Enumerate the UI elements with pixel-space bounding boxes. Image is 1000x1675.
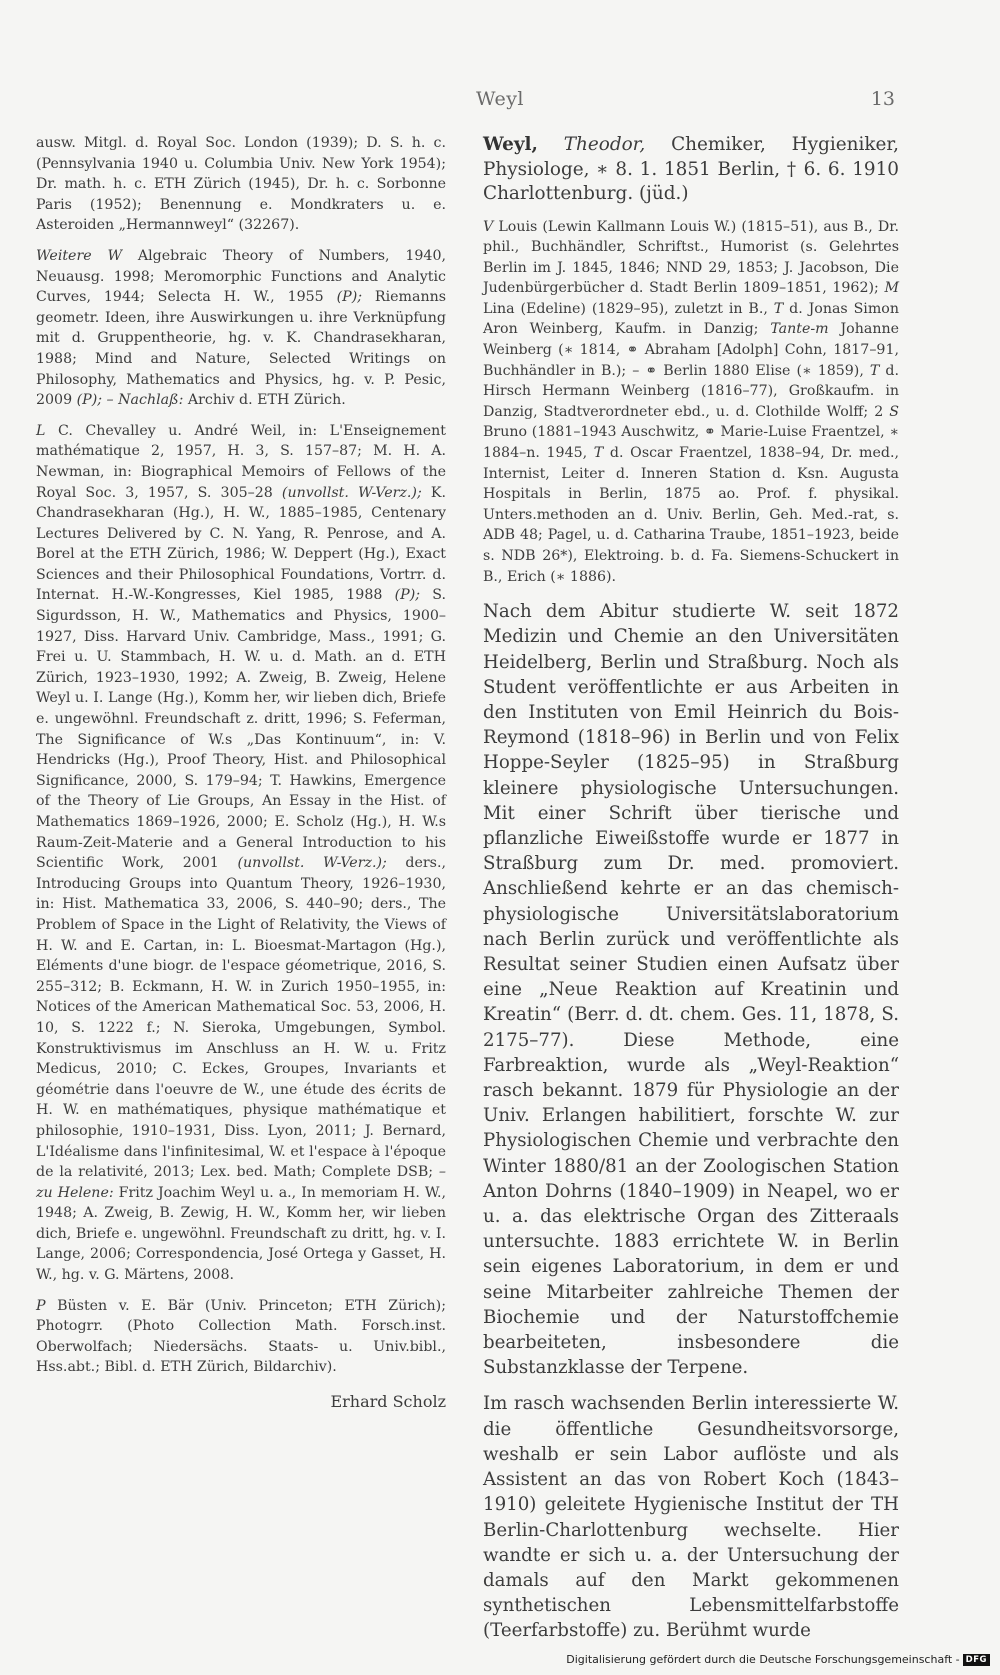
entry-heading [483,133,899,207]
works-text-1: Algebraic Theory of Numbers, 1940, Neuausg. 1998; Meromorphic Functions and Analytic Curves, 1944; Selecta H. W., 1955 [36,247,446,306]
entry-given-name: Theodor, [563,134,646,155]
genealogy-text-5: d. Hirsch Hermann Weinberg (1816–77), Großkaufm. in Danzig, Stadtverordneter ebd., u. d. Clothilde Wolff; 2 [483,362,899,420]
author-name: Erhard Scholz [330,1392,446,1412]
honors-text: ausw. Mitgl. d. Royal Soc. London (1939); D. S. h. c. (Pennsylvania 1940 u. Columbia Univ. New York 1954); Dr. math. h. c. ETH Zürich (1945), Dr. h. c. Sorbonne Paris (1952); Benennung e. Mondkraters u. e. Asteroiden „Hermannweyl“ (32267). [36,135,446,234]
works-text-3: Archiv d. ETH Zürich. [183,392,346,409]
right-column [483,133,899,1655]
works-italic-1: (P); [336,289,363,306]
genealogy-text-7: d. Oscar Fraentzel, 1838–94, Dr. med., Internist, Leiter d. Inneren Station d. Ksn. Augusta Hospitals in Berlin, 1875 ao. Prof. f. physikal. Unters.methoden an d. Univ. Berlin, Geh. Med.-rat, s. ADB 48; Pagel, u. d. Catharina Traube, 1851–1923, beide s. NDB 26*), Elektroing. b. d. Fa. Siemens-Schuckert in B., Erich (∗ 1886). [483,445,899,585]
genealogy-text-2: Lina (Edeline) (1829–95), zuletzt in B., [483,300,774,317]
literature-italic-3: (unvollst. W-Verz.); [237,855,387,872]
literature-text-4: ders., Introducing Groups into Quantum Theory, 1926–1930, in: Hist. Mathematica 33, 2006, S. 440–90; ders., The Problem of Space in the Light of Relativity, the Views of H. W. and E. Cartan, in: L. Bioesmat-Martagon (Hg.), Eléments d'une biogr. de l'espace géometrique, 2016, S. 255–312; B. Eckmann, H. W. in Zurich 1950–1955, in: Notices of the American Mathematical Soc. 53, 2006, H. 10, S. 1222 f.; N. Sieroka, Umgebungen, Symbol. Konstruktivismus im Anschluss an H. W. u. Fritz Medicus, 2010; C. Eckes, Groupes, Invariants et géométrie dans l'oeuvre de W., une étude des écrits de H. W. en mathématiques, physique mathématique et philosophie, 1910–1931, Diss. Lyon, 2011; J. Bernard, L'Idéalisme dans l'infinitesimal, W. et l'espace à l'époque de la relativité, 2013; Lex. bed. Math; Complete DSB; [36,855,446,1181]
literature-paragraph [36,421,446,1286]
genealogy-t-label-2: T [869,362,880,379]
entry-description: Chemiker, Hygieniker, Physiologe, ∗ 8. 1. 1851 Berlin, † 6. 6. 1910 Charlottenburg. (jüd.) [483,134,899,204]
literature-label: L [36,422,46,439]
genealogy-t-label-1: T [773,300,784,317]
portrait-paragraph [36,1296,446,1378]
literature-text-2: K. Chandrasekharan (Hg.), H. W., 1885–1985, Centenary Lectures Delivered by C. N. Yang, R. Penrose, and A. Borel at the ETH Zürich, 1986; W. Deppert (Hg.), Exact Sciences and their Philosophical Foundations, Vortrr. d. Internat. H.-W.-Kongresses, Kiel 1985, 1988 [36,484,446,604]
works-italic-2: (P); – Nachlaß: [76,392,184,409]
entry-surname: Weyl, [483,134,538,155]
literature-italic-1: (unvollst. W-Verz.); [281,484,422,501]
genealogy-tante-label: Tante-m [770,321,829,338]
genealogy-m-label: M [884,280,899,297]
literature-text-3: S. Sigurdsson, H. W., Mathematics and Physics, 1900–1927, Diss. Harvard Univ. Cambridge, Mass., 1991; G. Frei u. U. Stammbach, H. W. u. d. Math. an d. ETH Zürich, 1923–1930, 1992; A. Zweig, B. Zweig, Helene Weyl u. I. Lange (Hg.), Komm her, wir lieben dich, Briefe e. ungewöhnl. Freundschaft z. dritt, 1996; S. Feferman, The Significance of W.s „Das Kontinuum“, in: V. Hendricks (Hg.), Proof Theory, Hist. and Philosophical Significance, 2000, S. 179–94; T. Hawkins, Emergence of the Theory of Lie Groups, An Essay in the Hist. of Mathematics 1869–1926, 2000; E. Scholz (Hg.), H. W.s Raum-Zeit-Materie and a General Introduction to his Scientific Work, 2001 [36,587,446,872]
literature-text-1: C. Chevalley u. André Weil, in: L'Enseignement mathématique 2, 1957, H. 3, S. 157–87; M. H. A. Newman, in: Biographical Memoirs of Fellows of the Royal Soc. 3, 1957, S. 305–28 [36,422,446,501]
genealogy-v-label: V [483,218,494,235]
literature-italic-2: (P); [394,587,421,604]
honors-paragraph [36,133,446,236]
genealogy-text-4: Johanne Weinberg (∗ 1814, ⚭ Abraham [Adolph] Cohn, 1817–91, Buchhändler in B.); – ⚭ Berlin 1880 Elise (∗ 1859), [483,321,899,379]
works-paragraph [36,246,446,411]
left-column [36,133,446,1413]
running-head: Weyl [475,88,525,110]
dfg-logo: DFG [963,1654,990,1666]
works-text-2: Riemanns geometr. Ideen, ihre Auswirkungen u. ihre Verknüpfung mit d. Gruppentheorie, hg. v. K. Chandrasekharan, 1988; Mind and Nature, Selected Writings on Philosophy, Mathematics and Physics, hg. v. P. Pesic, 2009 [36,289,447,409]
footer [566,1653,990,1666]
genealogy-text-1: Louis (Lewin Kallmann Louis W.) (1815–51), aus B., Dr. phil., Buchhändler, Schriftst., Humorist (s. Gelehrtes Berlin im J. 1845, 1846; NND 29, 1853; J. Jacobson, Die Judenbürgerbücher d. Stadt Berlin 1809–1851, 1962); [483,218,899,297]
body-paragraph-2: Im rasch wachsenden Berlin interessierte W. die öffentliche Gesundheitsvorsorge, weshalb er sein Labor auflöste und als Assistent an das von Robert Koch (1843–1910) geleitete Hygienische Institut der TH Berlin-Charlottenburg wechselte. Hier wandte er sich u. a. der Untersuchung der damals auf den Markt gekommenen synthetischen Lebensmittelfarbstoffe (Teerfarbstoffe) zu. Berühmt wurde [483,1393,899,1642]
literature-text-5: Fritz Joachim Weyl u. a., In memoriam H. W., 1948; A. Zweig, B. Zewig, H. W., Komm her, wir lieben dich, Briefe e. ungewöhnl. Freundschaft zu dritt, hg. v. I. Lange, 2006; Correspondencia, José Ortega y Gasset, H. W., hg. v. G. Märtens, 2008. [36,1184,446,1284]
genealogy-text-6: Bruno (1881–1943 Auschwitz, ⚭ Marie-Luise Fraentzel, ∗ 1884–n. 1945, [483,424,899,462]
body-paragraph-1: Nach dem Abitur studierte W. seit 1872 Medizin und Chemie an den Universitäten Heidelberg, Berlin und Straßburg. Noch als Student veröffentlichte er aus Arbeiten in den Instituten von Emil Heinrich du Bois-Reymond (1818–96) in Berlin und von Felix Hoppe-Seyler (1825–95) in Straßburg kleinere physiologische Untersuchungen. Mit einer Schrift über tierische und pflanzliche Eiweißstoffe wurde er 1877 in Straßburg zum Dr. med. promoviert. Anschließend kehrte er an das chemisch-physiologische Universitätslaboratorium nach Berlin zurück und veröffentlichte als Resultat seiner Studien einen Aufsatz über eine „Neue Reaktion auf Kreatinin und Kreatin“ (Berr. d. dt. chem. Ges. 11, 1878, S. 2175–77). Diese Methode, eine Farbreaktion, wurde als „Weyl-Reaktion“ rasch bekannt. 1879 für Physiologie an der Univ. Erlangen habilitiert, forschte W. zur Physiologischen Chemie und verbrachte den Winter 1880/81 an der Zoologischen Station Anton Dohrns (1840–1909) in Neapel, wo er u. a. das elektrische Organ des Zitteraals untersuchte. 1883 errichtete W. in Berlin sein eigenes Laboratorium, in dem er und seine Mitarbeiter zahlreiche Themen der Biochemie und der Naturstoffchemie bearbeiteten, insbesondere die Substanzklasse der Terpene. [483,601,899,1379]
genealogy-paragraph [483,217,899,588]
page-number: 13 [870,88,895,110]
works-label: Weitere W [36,247,123,264]
portrait-label: P [36,1297,46,1314]
genealogy-s-label: S [889,403,899,420]
literature-italic-4: – zu Helene: [36,1164,446,1201]
portrait-text: Büsten v. E. Bär (Univ. Princeton; ETH Zürich); Photogrr. (Photo Collection Math. Forsch.inst. Oberwolfach; Niedersächs. Staats- u. Univ.bibl., Hss.abt.; Bibl. d. ETH Zürich, Bildarchiv). [36,1297,446,1376]
footer-text: Digitalisierung gefördert durch die Deutsche Forschungsgemeinschaft - [566,1653,960,1666]
genealogy-t-label-3: T [593,445,604,462]
genealogy-text-3: d. Jonas Simon Aron Weinberg, Kaufm. in Danzig; [483,300,899,338]
